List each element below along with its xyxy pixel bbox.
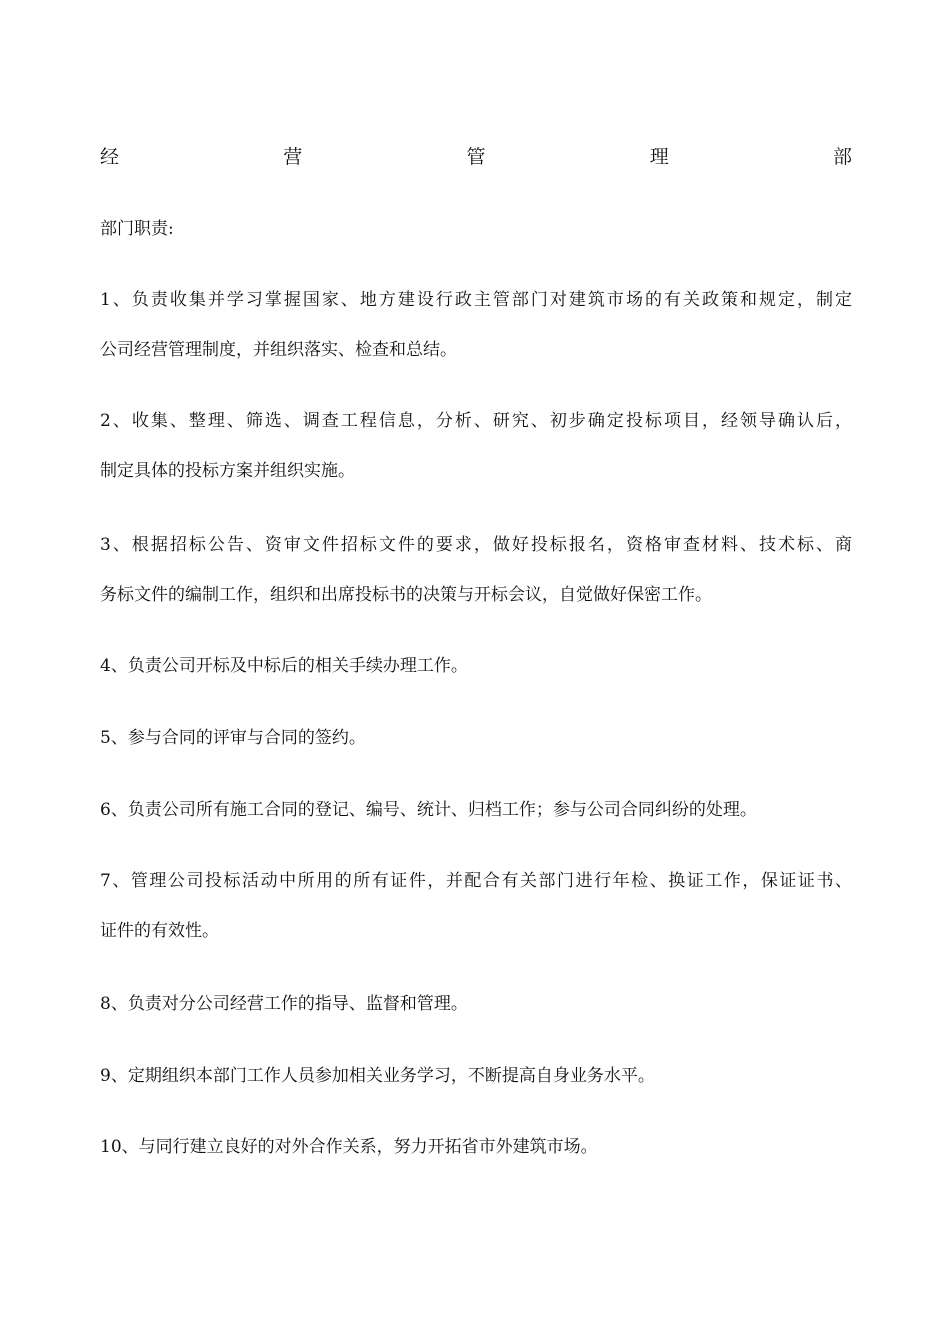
- duty-line: 制定具体的投标方案并组织实施。: [100, 461, 355, 481]
- duty-line: 4、负责公司开标及中标后的相关手续办理工作。: [100, 656, 468, 676]
- duty-line: 1、负责收集并学习掌握国家、地方建设行政主管部门对建筑市场的有关政策和规定，制定: [100, 290, 852, 310]
- duty-line: 6、负责公司所有施工合同的登记、编号、统计、归档工作；参与公司合同纠纷的处理。: [100, 800, 757, 820]
- duty-line: 3、根据招标公告、资审文件招标文件的要求，做好投标报名，资格审查材料、技术标、商: [100, 535, 852, 555]
- duty-item-1: [100, 275, 852, 375]
- duty-line: 7、管理公司投标活动中所用的所有证件，并配合有关部门进行年检、换证工作，保证证书、: [100, 871, 852, 891]
- duty-line: 10、与同行建立良好的对外合作关系，努力开拓省市外建筑市场。: [100, 1137, 598, 1157]
- section-heading: 部门职责:: [100, 219, 174, 239]
- duty-line: 8、负责对分公司经营工作的指导、监督和管理。: [100, 994, 468, 1014]
- duty-line: 公司经营管理制度，并组织落实、检查和总结。: [100, 340, 457, 360]
- duty-line: 2、收集、整理、筛选、调查工程信息，分析、研究、初步确定投标项目，经领导确认后，: [100, 411, 852, 431]
- title-char: 营: [283, 146, 303, 168]
- duty-item-7: [100, 856, 852, 956]
- duty-item-8: [100, 979, 852, 1029]
- title-char: 经: [100, 146, 120, 168]
- title-char: 部: [832, 146, 852, 168]
- duty-item-5: [100, 713, 852, 763]
- duty-line: 9、定期组织本部门工作人员参加相关业务学习，不断提高自身业务水平。: [100, 1066, 655, 1086]
- document-title: [100, 140, 852, 174]
- duty-item-3: [100, 520, 852, 620]
- duty-line: 务标文件的编制工作，组织和出席投标书的决策与开标会议，自觉做好保密工作。: [100, 585, 712, 605]
- title-char: 理: [649, 146, 669, 168]
- title-char: 管: [466, 146, 486, 168]
- duty-item-10: [100, 1122, 852, 1172]
- duty-item-2: [100, 396, 852, 496]
- duty-item-6: [100, 785, 852, 835]
- duty-line: 5、参与合同的评审与合同的签约。: [100, 728, 366, 748]
- duty-item-9: [100, 1051, 852, 1101]
- duty-item-4: [100, 641, 852, 691]
- duty-line: 证件的有效性。: [100, 921, 219, 941]
